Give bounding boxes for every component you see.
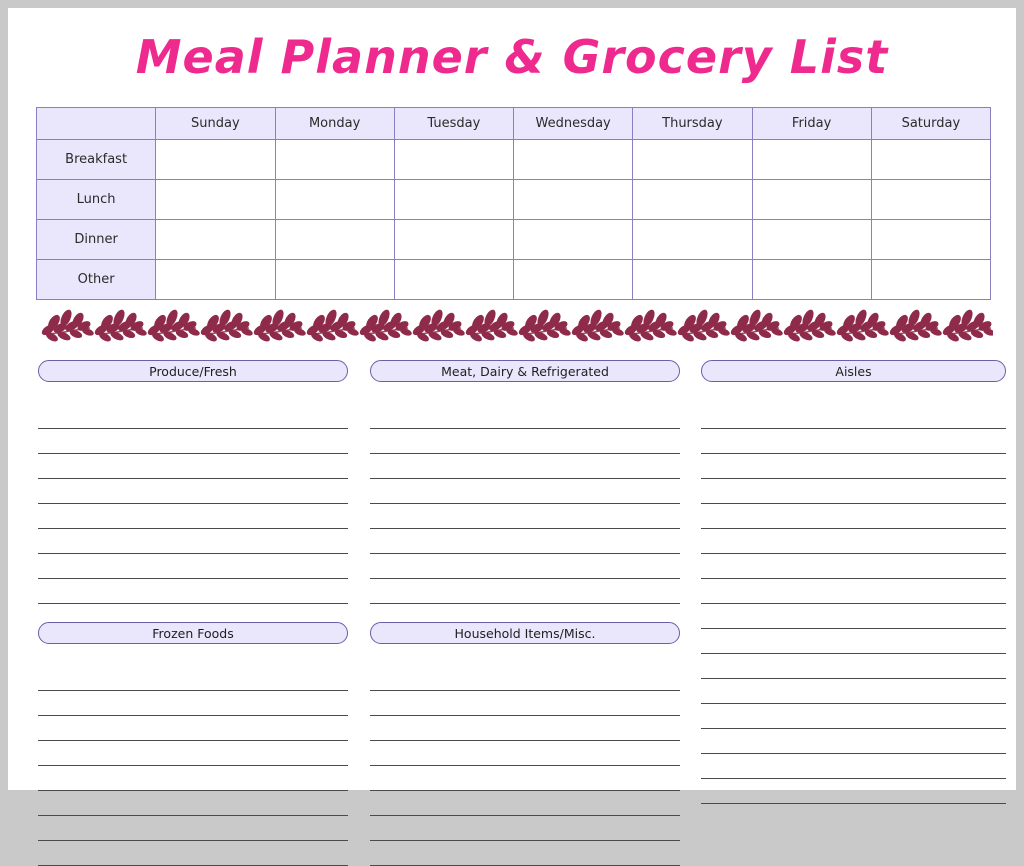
write-line[interactable] bbox=[370, 579, 680, 604]
meal-cell-other-thursday[interactable] bbox=[633, 260, 752, 300]
write-line[interactable] bbox=[370, 816, 680, 841]
write-line[interactable] bbox=[370, 454, 680, 479]
write-line[interactable] bbox=[701, 754, 1006, 779]
write-line[interactable] bbox=[370, 529, 680, 554]
write-line[interactable] bbox=[38, 429, 348, 454]
meal-cell-breakfast-sunday[interactable] bbox=[156, 140, 275, 180]
meal-cell-other-wednesday[interactable] bbox=[514, 260, 633, 300]
write-line[interactable] bbox=[38, 791, 348, 816]
meal-cell-breakfast-wednesday[interactable] bbox=[514, 140, 633, 180]
meal-cell-other-monday[interactable] bbox=[275, 260, 394, 300]
write-line[interactable] bbox=[370, 691, 680, 716]
meal-cell-breakfast-saturday[interactable] bbox=[871, 140, 990, 180]
write-line[interactable] bbox=[701, 479, 1006, 504]
write-lines-produce[interactable] bbox=[38, 404, 348, 604]
write-line[interactable] bbox=[38, 841, 348, 866]
meal-cell-breakfast-friday[interactable] bbox=[752, 140, 871, 180]
write-line[interactable] bbox=[370, 791, 680, 816]
table-row bbox=[37, 140, 991, 180]
category-header-produce: Produce/Fresh bbox=[38, 360, 348, 382]
write-line[interactable] bbox=[701, 704, 1006, 729]
table-corner-cell bbox=[37, 108, 156, 140]
write-lines-frozen-foods[interactable] bbox=[38, 666, 348, 866]
write-line[interactable] bbox=[701, 679, 1006, 704]
table-row bbox=[37, 220, 991, 260]
day-header-sunday: Sunday bbox=[156, 108, 275, 140]
write-line[interactable] bbox=[701, 454, 1006, 479]
write-line[interactable] bbox=[38, 404, 348, 429]
write-lines-meat-dairy[interactable] bbox=[370, 404, 680, 604]
write-line[interactable] bbox=[38, 741, 348, 766]
write-line[interactable] bbox=[38, 666, 348, 691]
meal-cell-lunch-monday[interactable] bbox=[275, 180, 394, 220]
write-line[interactable] bbox=[38, 554, 348, 579]
meal-cell-lunch-saturday[interactable] bbox=[871, 180, 990, 220]
section-spacer bbox=[38, 604, 348, 622]
write-line[interactable] bbox=[701, 404, 1006, 429]
meal-cell-other-tuesday[interactable] bbox=[394, 260, 513, 300]
meal-cell-other-friday[interactable] bbox=[752, 260, 871, 300]
write-line[interactable] bbox=[38, 766, 348, 791]
meal-cell-dinner-thursday[interactable] bbox=[633, 220, 752, 260]
meal-cell-lunch-tuesday[interactable] bbox=[394, 180, 513, 220]
meal-cell-breakfast-monday[interactable] bbox=[275, 140, 394, 180]
meal-cell-dinner-saturday[interactable] bbox=[871, 220, 990, 260]
write-line[interactable] bbox=[701, 579, 1006, 604]
meal-cell-lunch-sunday[interactable] bbox=[156, 180, 275, 220]
meal-cell-other-saturday[interactable] bbox=[871, 260, 990, 300]
category-header-meat-dairy-refrigerated: Meat, Dairy & Refrigerated bbox=[370, 360, 680, 382]
meal-cell-lunch-thursday[interactable] bbox=[633, 180, 752, 220]
grocery-column-1 bbox=[38, 360, 348, 866]
day-header-wednesday: Wednesday bbox=[514, 108, 633, 140]
meal-cell-dinner-tuesday[interactable] bbox=[394, 220, 513, 260]
meal-cell-other-sunday[interactable] bbox=[156, 260, 275, 300]
meal-label-other: Other bbox=[37, 260, 156, 300]
write-line[interactable] bbox=[38, 454, 348, 479]
meal-cell-lunch-wednesday[interactable] bbox=[514, 180, 633, 220]
day-header-tuesday: Tuesday bbox=[394, 108, 513, 140]
write-line[interactable] bbox=[701, 529, 1006, 554]
write-line[interactable] bbox=[701, 504, 1006, 529]
page-title: Meal Planner & Grocery List bbox=[135, 30, 889, 84]
category-header-frozen-foods: Frozen Foods bbox=[38, 622, 348, 644]
category-header-aisles: Aisles bbox=[701, 360, 1006, 382]
write-line[interactable] bbox=[38, 579, 348, 604]
write-line[interactable] bbox=[370, 841, 680, 866]
day-header-thursday: Thursday bbox=[633, 108, 752, 140]
write-line[interactable] bbox=[701, 604, 1006, 629]
write-line[interactable] bbox=[370, 741, 680, 766]
meal-label-dinner: Dinner bbox=[37, 220, 156, 260]
write-lines-aisles[interactable] bbox=[701, 404, 1006, 804]
write-line[interactable] bbox=[38, 529, 348, 554]
floral-leaf-border-icon bbox=[38, 304, 993, 344]
write-line[interactable] bbox=[370, 429, 680, 454]
meal-cell-dinner-wednesday[interactable] bbox=[514, 220, 633, 260]
category-header-household-items-misc: Household Items/Misc. bbox=[370, 622, 680, 644]
write-lines-household-items[interactable] bbox=[370, 666, 680, 866]
write-line[interactable] bbox=[38, 479, 348, 504]
meal-cell-dinner-friday[interactable] bbox=[752, 220, 871, 260]
meal-cell-lunch-friday[interactable] bbox=[752, 180, 871, 220]
table-header-row bbox=[37, 108, 991, 140]
meal-cell-dinner-monday[interactable] bbox=[275, 220, 394, 260]
write-line[interactable] bbox=[38, 716, 348, 741]
write-line[interactable] bbox=[701, 429, 1006, 454]
planner-page bbox=[8, 8, 1016, 790]
write-line[interactable] bbox=[370, 766, 680, 791]
table-row bbox=[37, 260, 991, 300]
write-line[interactable] bbox=[701, 629, 1006, 654]
write-line[interactable] bbox=[370, 666, 680, 691]
write-line[interactable] bbox=[701, 654, 1006, 679]
write-line[interactable] bbox=[701, 554, 1006, 579]
write-line[interactable] bbox=[370, 554, 680, 579]
meal-label-lunch: Lunch bbox=[37, 180, 156, 220]
meal-cell-breakfast-tuesday[interactable] bbox=[394, 140, 513, 180]
write-line[interactable] bbox=[370, 504, 680, 529]
day-header-friday: Friday bbox=[752, 108, 871, 140]
day-header-monday: Monday bbox=[275, 108, 394, 140]
day-header-saturday: Saturday bbox=[871, 108, 990, 140]
write-line[interactable] bbox=[701, 729, 1006, 754]
meal-label-breakfast: Breakfast bbox=[37, 140, 156, 180]
table-row bbox=[37, 180, 991, 220]
write-line[interactable] bbox=[370, 404, 680, 429]
write-line[interactable] bbox=[701, 779, 1006, 804]
section-spacer bbox=[370, 604, 680, 622]
write-line[interactable] bbox=[370, 716, 680, 741]
write-line[interactable] bbox=[38, 691, 348, 716]
meal-cell-dinner-sunday[interactable] bbox=[156, 220, 275, 260]
write-line[interactable] bbox=[38, 504, 348, 529]
grocery-column-3 bbox=[701, 360, 1006, 804]
meal-planner-table bbox=[36, 107, 991, 300]
write-line[interactable] bbox=[38, 816, 348, 841]
write-line[interactable] bbox=[370, 479, 680, 504]
grocery-column-2 bbox=[370, 360, 680, 866]
meal-cell-breakfast-thursday[interactable] bbox=[633, 140, 752, 180]
